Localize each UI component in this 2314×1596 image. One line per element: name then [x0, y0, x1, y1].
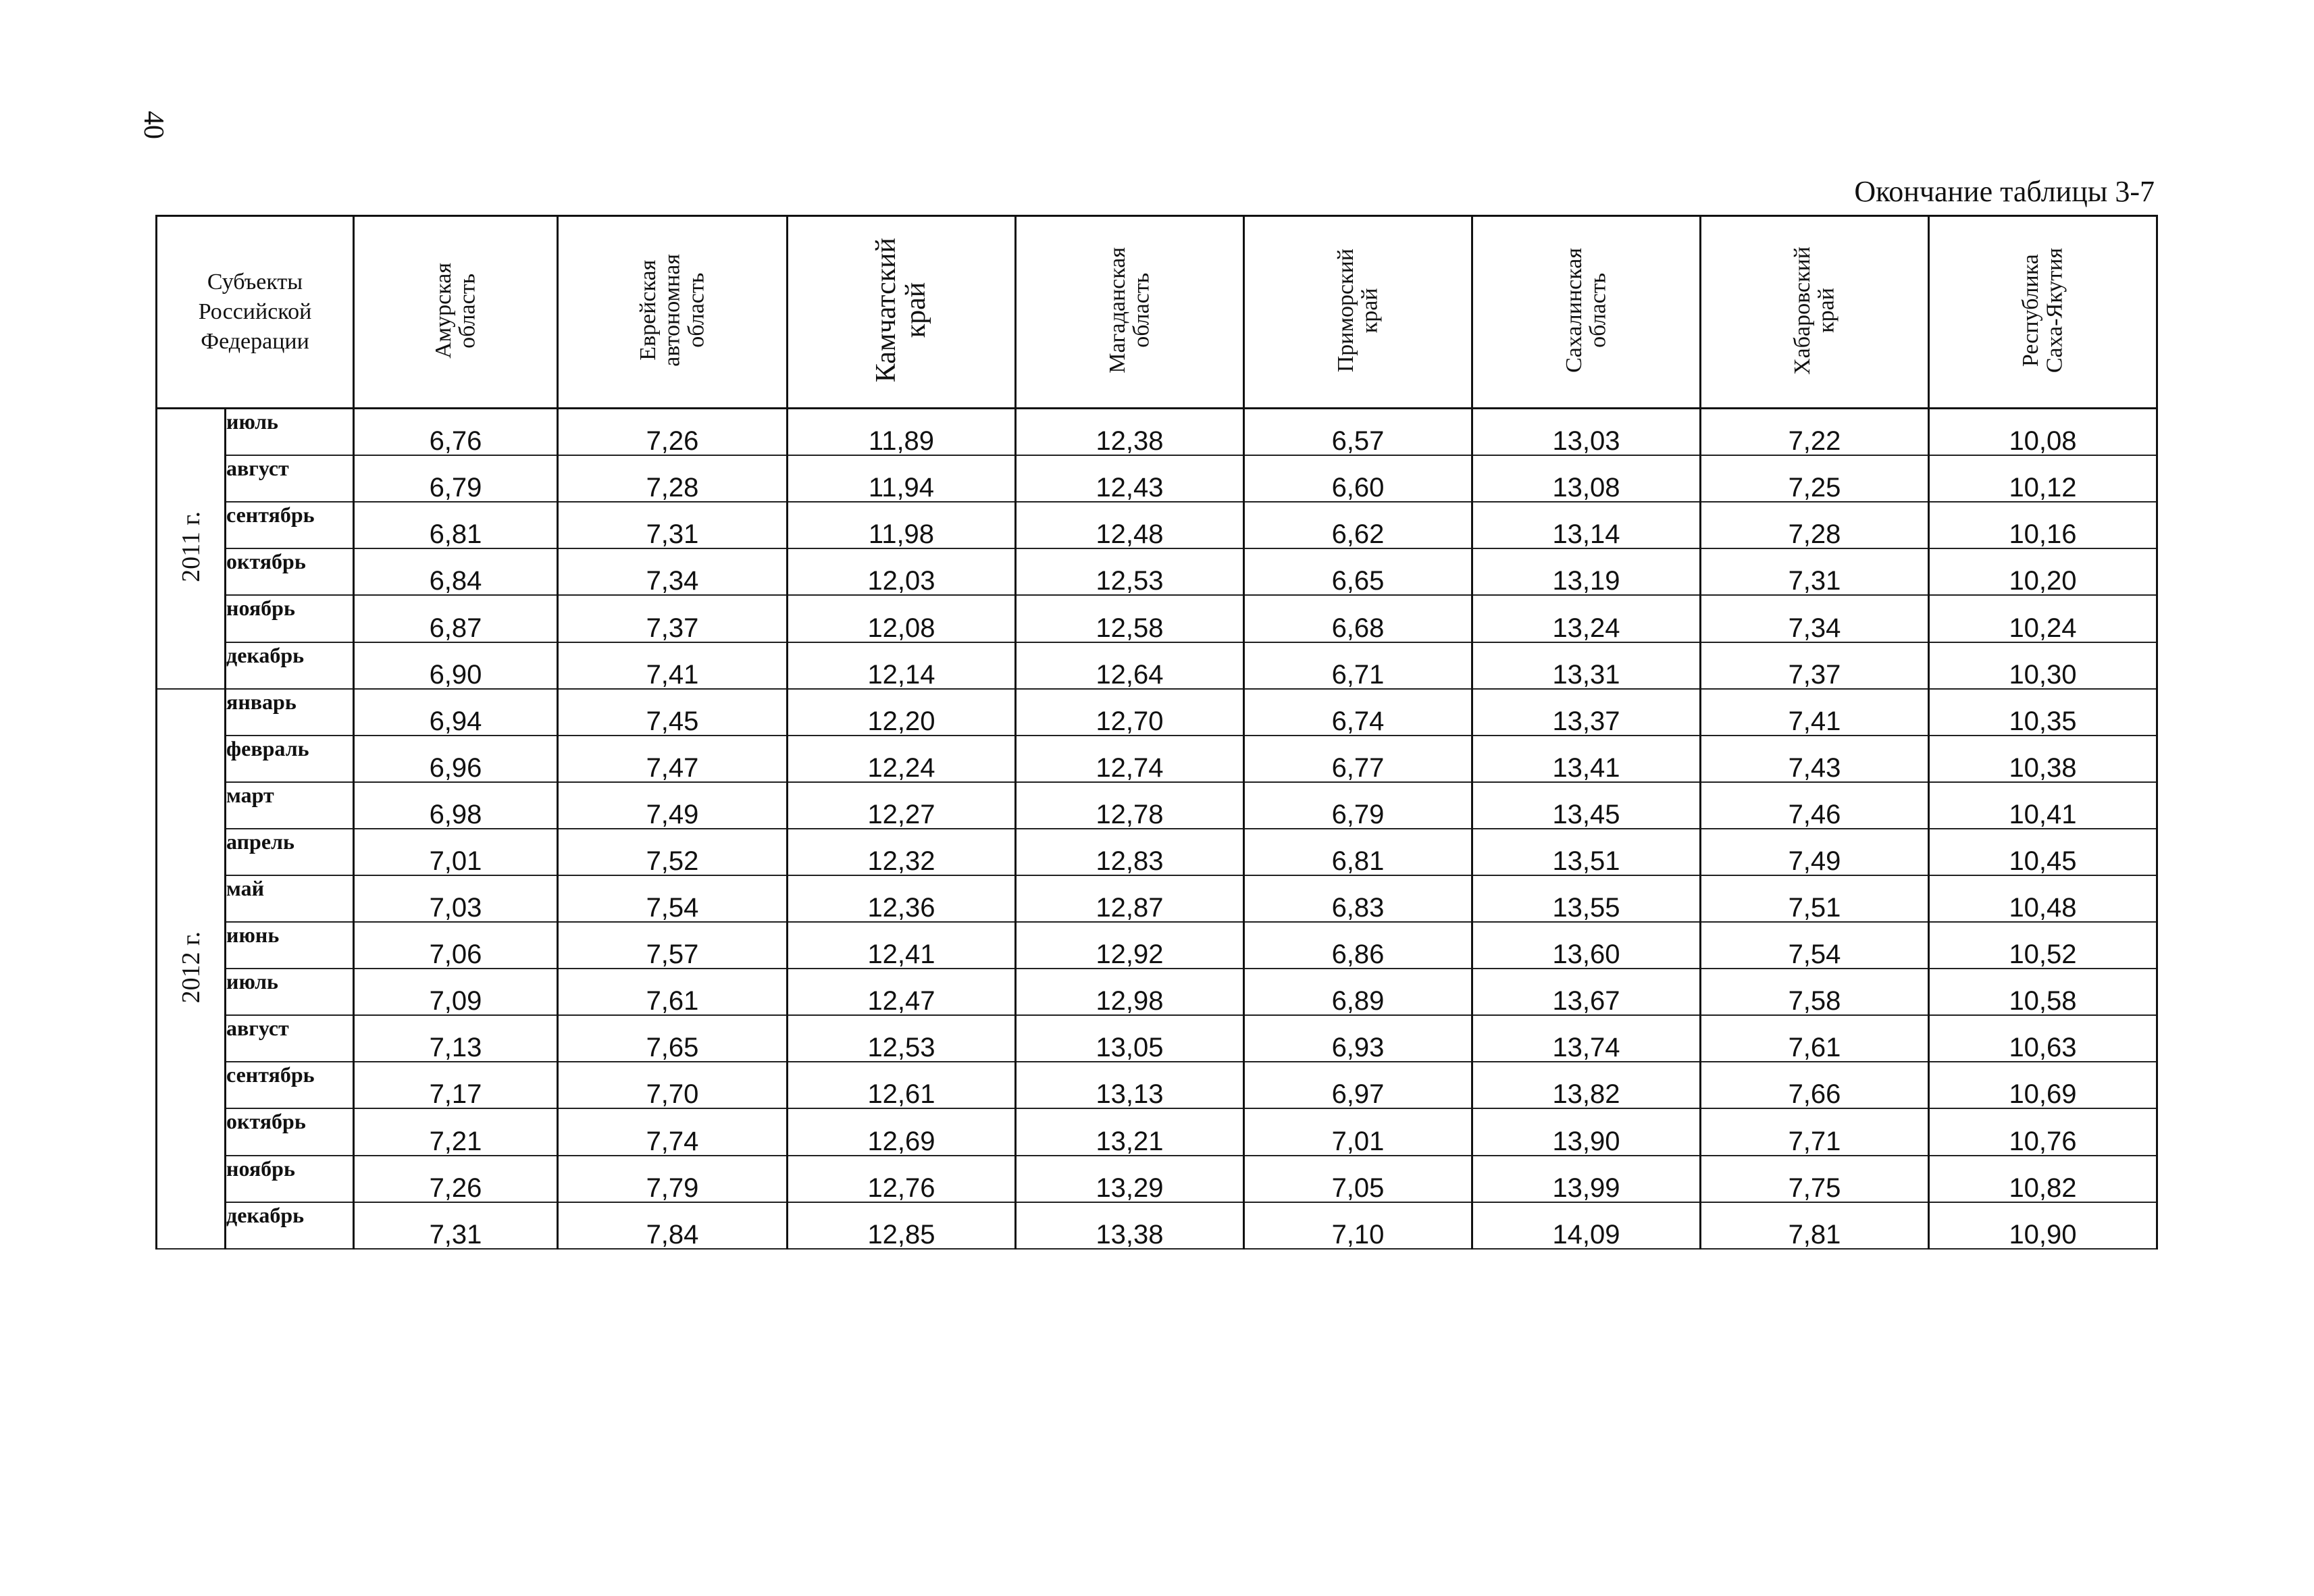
month-cell: август — [226, 455, 354, 502]
value-cell: 6,60 — [1244, 455, 1472, 502]
column-header-label: Сахалинская область — [1561, 248, 1611, 373]
value-cell: 10,41 — [1929, 782, 2157, 829]
value-cell: 12,27 — [788, 782, 1016, 829]
value-cell: 12,08 — [788, 595, 1016, 642]
month-cell: май — [226, 875, 354, 922]
value-cell: 7,03 — [354, 875, 558, 922]
value-cell: 12,48 — [1016, 502, 1244, 548]
month-cell: август — [226, 1015, 354, 1062]
table-row — [157, 1156, 2157, 1202]
value-cell: 7,51 — [1701, 875, 1929, 922]
value-cell: 14,09 — [1472, 1202, 1701, 1249]
table-row — [157, 1062, 2157, 1108]
value-cell: 13,19 — [1472, 548, 1701, 595]
value-cell: 12,98 — [1016, 969, 1244, 1015]
value-cell: 7,09 — [354, 969, 558, 1015]
value-cell: 13,13 — [1016, 1062, 1244, 1108]
table-row — [157, 782, 2157, 829]
value-cell: 7,58 — [1701, 969, 1929, 1015]
value-cell: 6,87 — [354, 595, 558, 642]
value-cell: 7,66 — [1701, 1062, 1929, 1108]
value-cell: 12,03 — [788, 548, 1016, 595]
table-row — [157, 1108, 2157, 1155]
value-cell: 6,94 — [354, 689, 558, 736]
value-cell: 13,29 — [1016, 1156, 1244, 1202]
value-cell: 10,69 — [1929, 1062, 2157, 1108]
value-cell: 6,90 — [354, 642, 558, 689]
month-cell: февраль — [226, 736, 354, 782]
value-cell: 6,98 — [354, 782, 558, 829]
value-cell: 13,60 — [1472, 922, 1701, 969]
table-row — [157, 922, 2157, 969]
value-cell: 12,58 — [1016, 595, 1244, 642]
year-label: 2012 г. — [176, 931, 205, 1003]
value-cell: 10,63 — [1929, 1015, 2157, 1062]
table-row — [157, 595, 2157, 642]
month-cell: июль — [226, 409, 354, 456]
value-cell: 7,41 — [558, 642, 788, 689]
value-cell: 7,31 — [1701, 548, 1929, 595]
value-cell: 10,48 — [1929, 875, 2157, 922]
month-cell: апрель — [226, 829, 354, 875]
value-cell: 6,89 — [1244, 969, 1472, 1015]
value-cell: 10,45 — [1929, 829, 2157, 875]
value-cell: 12,20 — [788, 689, 1016, 736]
corner-header-label: Субъекты Российской Федерации — [198, 269, 312, 355]
table-row — [157, 1202, 2157, 1249]
value-cell: 13,82 — [1472, 1062, 1701, 1108]
month-cell: октябрь — [226, 548, 354, 595]
value-cell: 7,13 — [354, 1015, 558, 1062]
value-cell: 10,12 — [1929, 455, 2157, 502]
value-cell: 13,03 — [1472, 409, 1701, 456]
value-cell: 12,87 — [1016, 875, 1244, 922]
column-header — [788, 216, 1016, 409]
year-cell — [157, 689, 226, 1249]
month-cell: октябрь — [226, 1108, 354, 1155]
value-cell: 7,75 — [1701, 1156, 1929, 1202]
year-label: 2011 г. — [176, 511, 205, 583]
table-row — [157, 502, 2157, 548]
value-cell: 12,85 — [788, 1202, 1016, 1249]
table-row — [157, 875, 2157, 922]
value-cell: 10,90 — [1929, 1202, 2157, 1249]
value-cell: 12,78 — [1016, 782, 1244, 829]
value-cell: 7,74 — [558, 1108, 788, 1155]
value-cell: 7,41 — [1701, 689, 1929, 736]
value-cell: 7,28 — [558, 455, 788, 502]
column-header-label: Камчатский край — [871, 238, 932, 383]
value-cell: 13,90 — [1472, 1108, 1701, 1155]
value-cell: 6,81 — [354, 502, 558, 548]
value-cell: 13,45 — [1472, 782, 1701, 829]
month-cell: сентябрь — [226, 1062, 354, 1108]
value-cell: 13,08 — [1472, 455, 1701, 502]
value-cell: 6,93 — [1244, 1015, 1472, 1062]
value-cell: 13,38 — [1016, 1202, 1244, 1249]
value-cell: 6,79 — [354, 455, 558, 502]
value-cell: 10,35 — [1929, 689, 2157, 736]
value-cell: 7,49 — [1701, 829, 1929, 875]
value-cell: 7,26 — [558, 409, 788, 456]
value-cell: 12,43 — [1016, 455, 1244, 502]
value-cell: 12,69 — [788, 1108, 1016, 1155]
value-cell: 13,31 — [1472, 642, 1701, 689]
value-cell: 7,21 — [354, 1108, 558, 1155]
value-cell: 6,96 — [354, 736, 558, 782]
table-caption: Окончание таблицы 3-7 — [1854, 175, 2155, 208]
column-header — [1016, 216, 1244, 409]
value-cell: 12,64 — [1016, 642, 1244, 689]
value-cell: 7,54 — [558, 875, 788, 922]
table-row — [157, 829, 2157, 875]
value-cell: 7,34 — [558, 548, 788, 595]
value-cell: 6,86 — [1244, 922, 1472, 969]
value-cell: 7,47 — [558, 736, 788, 782]
value-cell: 13,99 — [1472, 1156, 1701, 1202]
value-cell: 6,57 — [1244, 409, 1472, 456]
value-cell: 10,08 — [1929, 409, 2157, 456]
month-cell: июль — [226, 969, 354, 1015]
value-cell: 12,24 — [788, 736, 1016, 782]
value-cell: 10,30 — [1929, 642, 2157, 689]
value-cell: 7,49 — [558, 782, 788, 829]
value-cell: 7,61 — [1701, 1015, 1929, 1062]
value-cell: 7,65 — [558, 1015, 788, 1062]
data-table — [155, 215, 2158, 1250]
month-cell: ноябрь — [226, 1156, 354, 1202]
value-cell: 12,70 — [1016, 689, 1244, 736]
value-cell: 12,32 — [788, 829, 1016, 875]
value-cell: 13,67 — [1472, 969, 1701, 1015]
value-cell: 7,37 — [1701, 642, 1929, 689]
value-cell: 11,94 — [788, 455, 1016, 502]
value-cell: 12,36 — [788, 875, 1016, 922]
value-cell: 13,14 — [1472, 502, 1701, 548]
value-cell: 7,31 — [558, 502, 788, 548]
column-header-label: Магаданская область — [1104, 247, 1154, 374]
value-cell: 12,14 — [788, 642, 1016, 689]
value-cell: 7,10 — [1244, 1202, 1472, 1249]
month-cell: июнь — [226, 922, 354, 969]
value-cell: 7,31 — [354, 1202, 558, 1249]
value-cell: 10,82 — [1929, 1156, 2157, 1202]
value-cell: 10,58 — [1929, 969, 2157, 1015]
value-cell: 6,83 — [1244, 875, 1472, 922]
value-cell: 13,74 — [1472, 1015, 1701, 1062]
value-cell: 13,37 — [1472, 689, 1701, 736]
value-cell: 10,38 — [1929, 736, 2157, 782]
value-cell: 13,24 — [1472, 595, 1701, 642]
value-cell: 13,41 — [1472, 736, 1701, 782]
column-header — [558, 216, 788, 409]
value-cell: 12,53 — [788, 1015, 1016, 1062]
month-cell: декабрь — [226, 1202, 354, 1249]
value-cell: 7,01 — [354, 829, 558, 875]
value-cell: 7,70 — [558, 1062, 788, 1108]
value-cell: 6,71 — [1244, 642, 1472, 689]
value-cell: 10,20 — [1929, 548, 2157, 595]
value-cell: 7,81 — [1701, 1202, 1929, 1249]
value-cell: 7,05 — [1244, 1156, 1472, 1202]
value-cell: 7,28 — [1701, 502, 1929, 548]
value-cell: 13,51 — [1472, 829, 1701, 875]
value-cell: 6,76 — [354, 409, 558, 456]
value-cell: 7,25 — [1701, 455, 1929, 502]
header-row — [157, 216, 2157, 409]
value-cell: 6,68 — [1244, 595, 1472, 642]
column-header — [1244, 216, 1472, 409]
value-cell: 12,41 — [788, 922, 1016, 969]
value-cell: 10,76 — [1929, 1108, 2157, 1155]
value-cell: 6,97 — [1244, 1062, 1472, 1108]
column-header — [354, 216, 558, 409]
value-cell: 6,74 — [1244, 689, 1472, 736]
value-cell: 10,52 — [1929, 922, 2157, 969]
value-cell: 7,06 — [354, 922, 558, 969]
value-cell: 6,81 — [1244, 829, 1472, 875]
corner-header — [157, 216, 354, 409]
value-cell: 12,61 — [788, 1062, 1016, 1108]
value-cell: 7,43 — [1701, 736, 1929, 782]
table-body — [157, 409, 2157, 1250]
page-number: 40 — [138, 111, 169, 139]
table-row — [157, 1015, 2157, 1062]
value-cell: 7,52 — [558, 829, 788, 875]
value-cell: 6,79 — [1244, 782, 1472, 829]
value-cell: 11,98 — [788, 502, 1016, 548]
value-cell: 12,47 — [788, 969, 1016, 1015]
value-cell: 13,55 — [1472, 875, 1701, 922]
value-cell: 7,84 — [558, 1202, 788, 1249]
month-cell: ноябрь — [226, 595, 354, 642]
value-cell: 7,17 — [354, 1062, 558, 1108]
value-cell: 7,46 — [1701, 782, 1929, 829]
column-header — [1701, 216, 1929, 409]
value-cell: 13,21 — [1016, 1108, 1244, 1155]
value-cell: 12,74 — [1016, 736, 1244, 782]
column-header-label: Республика Саха-Якутия — [2017, 247, 2067, 374]
year-cell — [157, 409, 226, 689]
value-cell: 10,16 — [1929, 502, 2157, 548]
column-header — [1929, 216, 2157, 409]
value-cell: 12,76 — [788, 1156, 1016, 1202]
value-cell: 7,54 — [1701, 922, 1929, 969]
column-header-label: Еврейская автономная область — [635, 254, 709, 367]
value-cell: 12,38 — [1016, 409, 1244, 456]
value-cell: 7,79 — [558, 1156, 788, 1202]
value-cell: 7,71 — [1701, 1108, 1929, 1155]
value-cell: 7,37 — [558, 595, 788, 642]
table-row — [157, 548, 2157, 595]
column-header-label: Хабаровский край — [1789, 246, 1839, 375]
table-row — [157, 455, 2157, 502]
value-cell: 12,83 — [1016, 829, 1244, 875]
table-row — [157, 736, 2157, 782]
value-cell: 7,26 — [354, 1156, 558, 1202]
month-cell: январь — [226, 689, 354, 736]
month-cell: март — [226, 782, 354, 829]
value-cell: 6,65 — [1244, 548, 1472, 595]
value-cell: 6,77 — [1244, 736, 1472, 782]
value-cell: 13,05 — [1016, 1015, 1244, 1062]
value-cell: 10,24 — [1929, 595, 2157, 642]
month-cell: декабрь — [226, 642, 354, 689]
value-cell: 7,45 — [558, 689, 788, 736]
value-cell: 12,53 — [1016, 548, 1244, 595]
value-cell: 7,57 — [558, 922, 788, 969]
table-row — [157, 409, 2157, 456]
value-cell: 7,01 — [1244, 1108, 1472, 1155]
value-cell: 6,84 — [354, 548, 558, 595]
column-header-label: Амурская область — [430, 262, 480, 359]
value-cell: 6,62 — [1244, 502, 1472, 548]
value-cell: 11,89 — [788, 409, 1016, 456]
value-cell: 7,22 — [1701, 409, 1929, 456]
column-header-label: Приморский край — [1333, 248, 1383, 373]
value-cell: 7,61 — [558, 969, 788, 1015]
table-row — [157, 689, 2157, 736]
value-cell: 12,92 — [1016, 922, 1244, 969]
column-header — [1472, 216, 1701, 409]
value-cell: 7,34 — [1701, 595, 1929, 642]
table-row — [157, 642, 2157, 689]
month-cell: сентябрь — [226, 502, 354, 548]
table-row — [157, 969, 2157, 1015]
